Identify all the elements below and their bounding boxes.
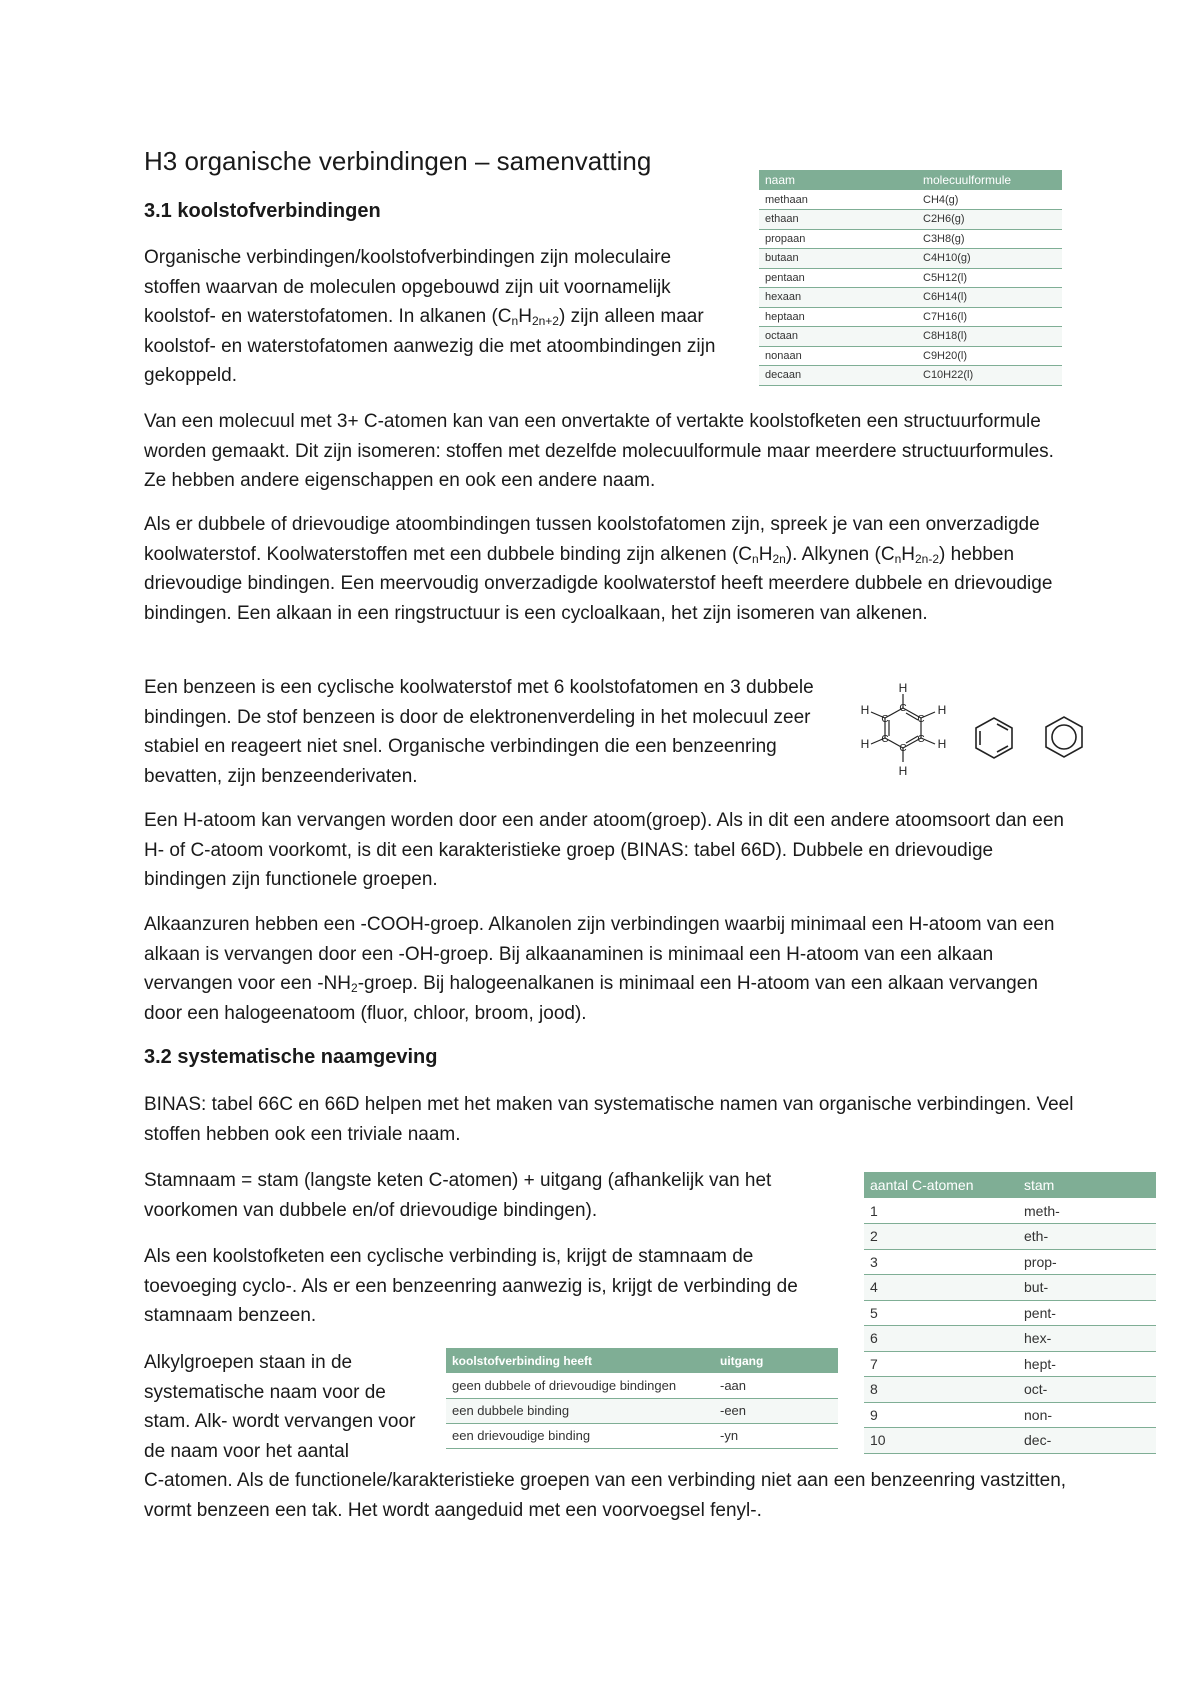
atom-label: C — [881, 734, 889, 745]
table-cell: hexaan — [759, 288, 917, 308]
benzene-structures — [840, 680, 1100, 790]
table-cell: 8 — [864, 1377, 1018, 1403]
table-cell: geen dubbele of drievoudige bindingen — [446, 1373, 714, 1398]
atom-label: H — [937, 737, 947, 751]
benzene-kekule-icon — [976, 718, 1012, 758]
table-cell: heptaan — [759, 307, 917, 327]
table-row — [864, 1198, 1156, 1224]
paragraph-onverzadigd: Als er dubbele of drievoudige atoombindingen tussen koolstofatomen zijn, spreek je van een onverzadigde koolwaterstof. Koolwaterstoffen met een dubbele binding zijn alkenen $(C_nH_{2n})$. Alkynen $(C_nH_{2n-2})$ hebben drievoudige bindingen. Een meervoudig onverzadigde koolwaterstof heeft meerdere dubbele en drievoudige bindingen. Een alkaan in een ringstructuur is een cycloalkaan, het zijn isomeren van alkenen. — [144, 514, 1053, 624]
atom-label: H — [937, 703, 947, 717]
table-row — [759, 288, 1062, 308]
table-cell: 2 — [864, 1224, 1018, 1250]
table-row — [864, 1377, 1156, 1403]
table-cell: ethaan — [759, 210, 917, 230]
table-cell: nonaan — [759, 346, 917, 366]
table-row — [759, 307, 1062, 327]
table-cell: 5 — [864, 1300, 1018, 1326]
atom-label: H — [898, 764, 908, 778]
atom-label: H — [860, 703, 870, 717]
paragraph-binas: BINAS: tabel 66C en 66D helpen met het maken van systematische namen van organische verbindingen. Veel stoffen hebben ook een triviale naam. — [144, 1094, 1074, 1145]
table-cell: C4H10(g) — [917, 249, 1062, 269]
paragraph-organische-verbindingen: Organische verbindingen/koolstofverbindingen zijn moleculaire stoffen waarvan de moleculen opgebouwd zijn uit voornamelijk koolstof- en waterstofatomen. In alkanen $(C_nH_{2n+2})$ zijn alleen maar koolstof- en waterstofatomen aanwezig die met atoombindingen zijn gekoppeld. — [144, 247, 716, 386]
table-cell: C7H16(l) — [917, 307, 1062, 327]
paragraph-alkaanzuren: Alkaanzuren hebben een -COOH-groep. Alkanolen zijn verbindingen waarbij minimaal een H-atoom van een alkaan is vervangen door een -OH-groep. Bij alkaanaminen is minimaal een H-atoom van een alkaan vervangen voor een $-NH_2$-groep. Bij halogeenalkanen is minimaal een H-atoom van een alkaan vervangen door een halogeenatoom (fluor, chloor, broom, jood). — [144, 914, 1055, 1024]
table-cell: decaan — [759, 366, 917, 386]
page-title: H3 organische verbindingen – samenvatting — [144, 146, 652, 176]
table-row — [864, 1351, 1156, 1377]
paragraph-alkylgroepen: Alkylgroepen staan in de systematische naam voor de stam. Alk- wordt vervangen voor de naam voor het aantal — [144, 1352, 416, 1462]
section-heading-3-2: 3.2 systematische naamgeving — [144, 1046, 438, 1068]
table-cell: dec- — [1018, 1428, 1156, 1454]
table-cell: 3 — [864, 1249, 1018, 1275]
table-header: naam — [759, 170, 917, 190]
table-row — [759, 210, 1062, 230]
table-row — [864, 1275, 1156, 1301]
ending-table — [446, 1348, 838, 1449]
table-row — [864, 1249, 1156, 1275]
table-cell: C3H8(g) — [917, 229, 1062, 249]
table-cell: -een — [714, 1398, 838, 1423]
table-cell: non- — [1018, 1402, 1156, 1428]
paragraph-cyclo: Als een koolstofketen een cyclische verbinding is, krijgt de stamnaam de toevoeging cyclo-. Als er een benzeenring aanwezig is, krijgt de verbinding de stamnaam benzeen. — [144, 1246, 798, 1326]
table-cell: eth- — [1018, 1224, 1156, 1250]
atom-label: C — [917, 714, 925, 725]
table-cell: C8H18(l) — [917, 327, 1062, 347]
table-row — [759, 327, 1062, 347]
stem-table — [864, 1172, 1156, 1454]
table-row — [864, 1428, 1156, 1454]
table-cell: C10H22(l) — [917, 366, 1062, 386]
table-row — [759, 268, 1062, 288]
table-cell: een drievoudige binding — [446, 1423, 714, 1448]
section-heading-3-1: 3.1 koolstofverbindingen — [144, 200, 381, 222]
atom-label: C — [899, 743, 907, 754]
table-cell: C2H6(g) — [917, 210, 1062, 230]
table-cell: CH4(g) — [917, 190, 1062, 210]
atom-label: C — [881, 714, 889, 725]
atom-label: C — [917, 734, 925, 745]
table-cell: hex- — [1018, 1326, 1156, 1352]
atom-label: C — [899, 703, 907, 714]
table-row — [759, 249, 1062, 269]
alkanes-table — [759, 170, 1062, 386]
table-cell: C5H12(l) — [917, 268, 1062, 288]
table-cell: 7 — [864, 1351, 1018, 1377]
table-cell: C6H14(l) — [917, 288, 1062, 308]
paragraph-karakteristieke-groep: Een H-atoom kan vervangen worden door een ander atoom(groep). Als in dit een andere atoomsoort dan een H- of C-atoom voorkomt, is dit een karakteristieke groep (BINAS: tabel 66D). Dubbele en drievoudige bindingen zijn functionele groepen. — [144, 810, 1064, 890]
paragraph-stamnaam: Stamnaam = stam (langste keten C-atomen) + uitgang (afhankelijk van het voorkomen van dubbele en/of drievoudige bindingen). — [144, 1170, 772, 1221]
table-cell: methaan — [759, 190, 917, 210]
table-row — [446, 1423, 838, 1448]
table-cell: prop- — [1018, 1249, 1156, 1275]
table-row — [446, 1398, 838, 1423]
table-cell: een dubbele binding — [446, 1398, 714, 1423]
table-cell: meth- — [1018, 1198, 1156, 1224]
table-cell: pent- — [1018, 1300, 1156, 1326]
table-cell: 10 — [864, 1428, 1018, 1454]
table-row — [446, 1373, 838, 1398]
table-cell: -aan — [714, 1373, 838, 1398]
table-cell: 9 — [864, 1402, 1018, 1428]
table-row — [864, 1326, 1156, 1352]
table-row — [864, 1402, 1156, 1428]
table-row — [759, 229, 1062, 249]
table-cell: 6 — [864, 1326, 1018, 1352]
paragraph-benzeen: Een benzeen is een cyclische koolwaterstof met 6 koolstofatomen en 3 dubbele bindingen. De stof benzeen is door de elektronenverdeling in het molecuul zeer stabiel en reageert niet snel. Organische verbindingen die een benzeenring bevatten, zijn benzeenderivaten. — [144, 677, 814, 787]
table-cell: oct- — [1018, 1377, 1156, 1403]
table-header: stam — [1018, 1172, 1156, 1198]
table-row — [759, 366, 1062, 386]
table-cell: pentaan — [759, 268, 917, 288]
table-cell: 1 — [864, 1198, 1018, 1224]
table-cell: C9H20(l) — [917, 346, 1062, 366]
table-cell: butaan — [759, 249, 917, 269]
table-cell: propaan — [759, 229, 917, 249]
atom-label: H — [860, 737, 870, 751]
paragraph-alkylgroepen-cont: C-atomen. Als de functionele/karakteristieke groepen van een verbinding niet aan een benzeenring vastzitten, vormt benzeen een tak. Het wordt aangeduid met een voorvoegsel fenyl-. — [144, 1470, 1067, 1521]
table-row — [759, 346, 1062, 366]
table-cell: octaan — [759, 327, 917, 347]
table-row — [759, 190, 1062, 210]
table-header: koolstofverbinding heeft — [446, 1348, 714, 1373]
atom-label: H — [898, 681, 908, 695]
table-cell: hept- — [1018, 1351, 1156, 1377]
table-cell: -yn — [714, 1423, 838, 1448]
table-header: aantal C-atomen — [864, 1172, 1018, 1198]
table-row — [864, 1224, 1156, 1250]
paragraph-isomeren: Van een molecuul met 3+ C-atomen kan van een onvertakte of vertakte koolstofketen een structuurformule worden gemaakt. Dit zijn isomeren: stoffen met dezelfde molecuulformule maar meerdere structuurformules. Ze hebben andere eigenschappen en ook een andere naam. — [144, 411, 1054, 491]
table-header: uitgang — [714, 1348, 838, 1373]
table-row — [864, 1300, 1156, 1326]
table-cell: but- — [1018, 1275, 1156, 1301]
table-cell: 4 — [864, 1275, 1018, 1301]
table-header: molecuulformule — [917, 170, 1062, 190]
